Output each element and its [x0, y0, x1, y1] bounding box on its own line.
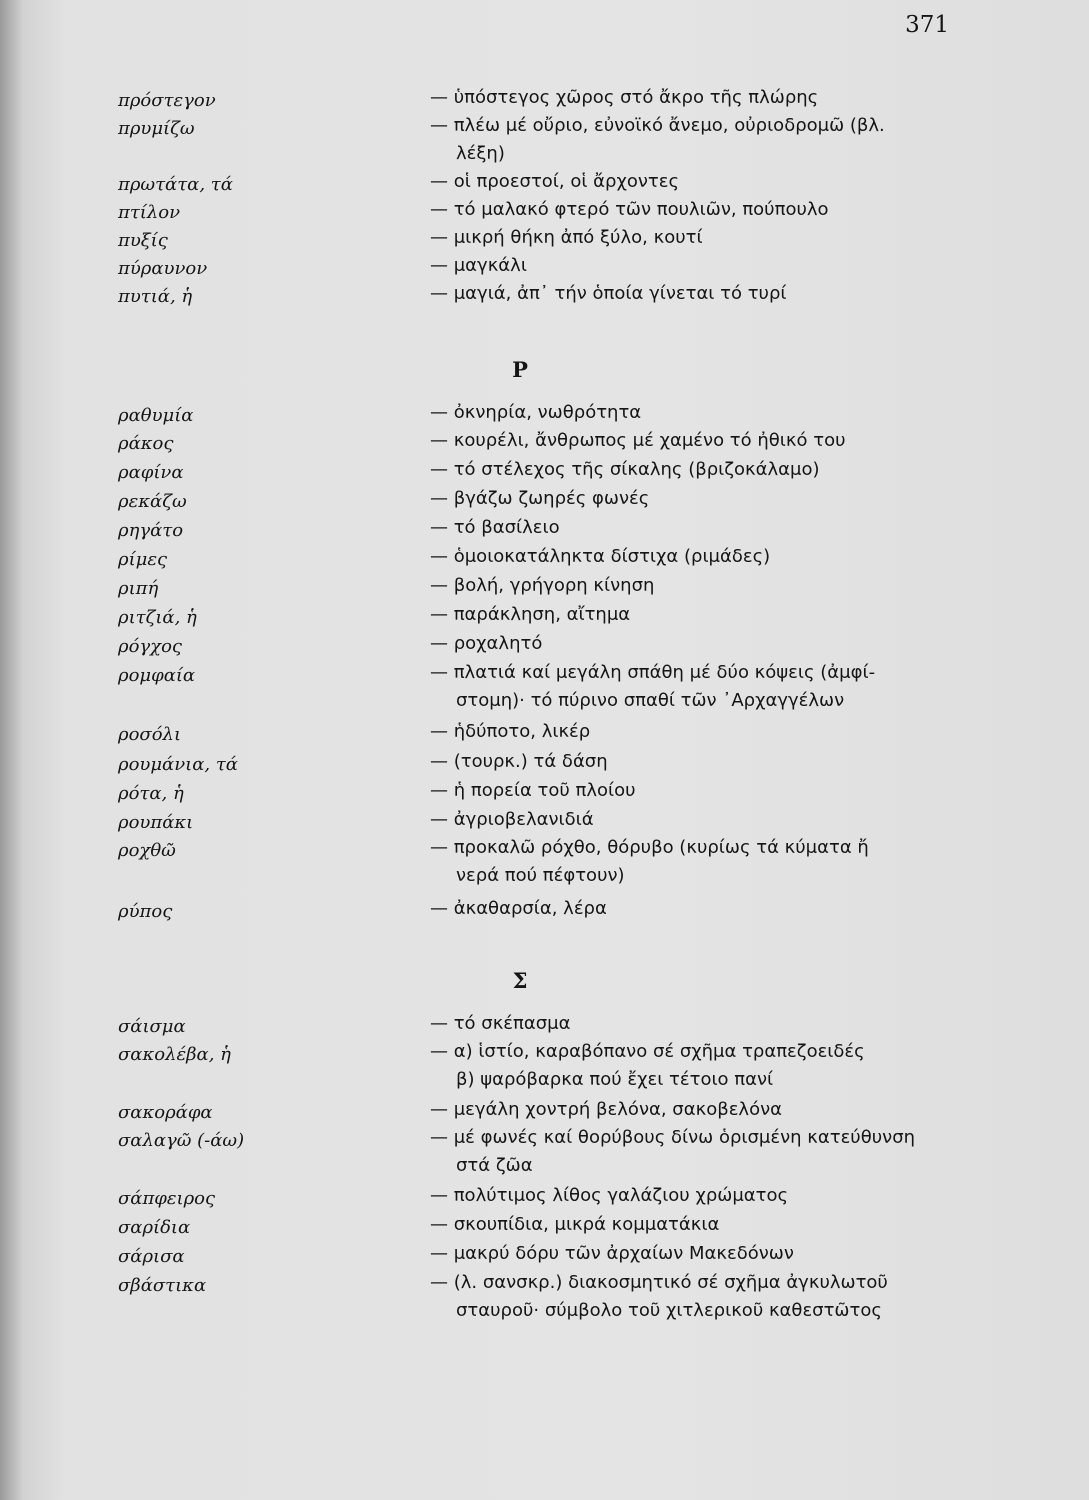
entry-definition [430, 456, 978, 484]
definition-line: νερά πού πέφτουν) [456, 865, 625, 886]
entry-term: ριτζιά, ἡ [118, 607, 197, 628]
definition-line: — βολή, γρήγορη κίνηση [430, 575, 655, 596]
entry-definition [430, 806, 978, 834]
entry-definition [430, 1211, 978, 1239]
entry-definition [430, 630, 978, 658]
entry-term: ραθυμία [118, 405, 194, 426]
entry-term: πρυμίζω [118, 118, 195, 139]
definition-line: — τό στέλεχος τῆς σίκαλης (βριζοκάλαμο) [430, 459, 820, 480]
definition-line: — σκουπίδια, μικρά κομματάκια [430, 1214, 720, 1235]
definition-line: — ἡδύποτο, λικέρ [430, 721, 591, 742]
definition-line: — ἀκαθαρσία, λέρα [430, 898, 607, 919]
entry-definition [430, 1269, 978, 1325]
definition-line: σταυροῦ· σύμβολο τοῦ χιτλερικοῦ καθεστῶτος [456, 1300, 882, 1321]
page-number: 371 [905, 12, 949, 38]
definition-line: λέξη) [456, 143, 505, 164]
entry-definition [430, 718, 978, 746]
definition-line: — μικρή θήκη ἀπό ξύλο, κουτί [430, 227, 703, 248]
entry-definition [430, 280, 978, 308]
entry-term: σακοράφα [118, 1102, 213, 1123]
definition-line: — ὀκνηρία, νωθρότητα [430, 402, 642, 423]
entry-definition [430, 224, 978, 252]
definition-line: — ἡ πορεία τοῦ πλοίου [430, 780, 636, 801]
entry-definition [430, 427, 978, 455]
entry-definition [430, 834, 978, 890]
entry-definition [430, 1096, 978, 1124]
entry-term: πρόστεγον [118, 90, 216, 111]
entry-term: σβάστικα [118, 1275, 207, 1296]
entry-definition [430, 543, 978, 571]
entry-term: ρύπος [118, 901, 173, 922]
definition-line: — πλέω μέ οὔριο, εὐνοϊκό ἄνεμο, οὐριοδρομῶ (βλ. [430, 115, 885, 136]
definition-line: — μεγάλη χοντρή βελόνα, σακοβελόνα [430, 1099, 783, 1120]
page-binding-edge [0, 0, 22, 1500]
entry-term: σακολέβα, ἡ [118, 1044, 231, 1065]
definition-line: — μακρύ δόρυ τῶν ἀρχαίων Μακεδόνων [430, 1243, 794, 1264]
entry-term: σαρίδια [118, 1217, 191, 1238]
entry-term: ροχθῶ [118, 840, 176, 861]
entry-definition [430, 1240, 978, 1268]
entry-term: ρίμες [118, 549, 168, 570]
entry-term: ριπή [118, 578, 159, 599]
entry-definition [430, 777, 978, 805]
entry-definition [430, 196, 978, 224]
entry-definition [430, 399, 978, 427]
entry-term: σάπφειρος [118, 1188, 216, 1209]
entry-definition [430, 168, 978, 196]
definition-line: — προκαλῶ ρόχθο, θόρυβο (κυρίως τά κύματα ἤ [430, 837, 869, 858]
definition-line: — τό σκέπασμα [430, 1013, 571, 1034]
entry-term: ροσόλι [118, 724, 182, 745]
entry-term: ρόγχος [118, 636, 183, 657]
entry-definition [430, 895, 978, 923]
definition-line: — κουρέλι, ἄνθρωπος μέ χαμένο τό ἠθικό του [430, 430, 846, 451]
definition-line: — πλατιά καί μεγάλη σπάθη μέ δύο κόψεις (ἀμφί- [430, 662, 876, 683]
entry-term: σάρισα [118, 1246, 185, 1267]
definition-line: — μαγιά, ἀπ᾿ τήν ὁποία γίνεται τό τυρί [430, 283, 787, 304]
definition-line: β) ψαρόβαρκα πού ἔχει τέτοιο πανί [456, 1069, 774, 1090]
entry-term: ρουμάνια, τά [118, 754, 238, 775]
definition-line: — μαγκάλι [430, 255, 527, 276]
entry-definition [430, 252, 978, 280]
entry-term: ράκος [118, 433, 174, 454]
definition-line: — (τουρκ.) τά δάση [430, 751, 608, 772]
definition-line: — βγάζω ζωηρές φωνές [430, 488, 650, 509]
entry-term: ρομφαία [118, 665, 196, 686]
definition-line: — μέ φωνές καί θορύβους δίνω ὁρισμένη κατεύθυνση [430, 1127, 916, 1148]
entry-definition [430, 1182, 978, 1210]
entry-term: πυτιά, ἡ [118, 286, 193, 307]
entry-term: ρουπάκι [118, 812, 194, 833]
entry-definition [430, 84, 978, 112]
definition-line: — τό μαλακό φτερό τῶν πουλιῶν, πούπουλο [430, 199, 829, 220]
entry-term: ρότα, ἡ [118, 783, 184, 804]
entry-definition [430, 601, 978, 629]
entry-term: ρεκάζω [118, 491, 187, 512]
definition-line: — ὑπόστεγος χῶρος στό ἄκρο τῆς πλώρης [430, 87, 819, 108]
definition-line: στά ζῶα [456, 1155, 533, 1176]
definition-line: — τό βασίλειο [430, 517, 560, 538]
entry-term: σαλαγῶ (-άω) [118, 1130, 245, 1151]
entry-term: ραφίνα [118, 462, 184, 483]
entry-term: πτίλον [118, 202, 181, 223]
entry-definition [430, 659, 978, 715]
definition-line: — ροχαλητό [430, 633, 543, 654]
section-letter: Σ [512, 968, 528, 993]
definition-line: — οἱ προεστοί, οἱ ἄρχοντες [430, 171, 680, 192]
entry-definition [430, 1038, 978, 1094]
entry-definition [430, 514, 978, 542]
definition-line: — ἀγριοβελανιδιά [430, 809, 594, 830]
definition-line: — ὁμοιοκατάληκτα δίστιχα (ριμάδες) [430, 546, 771, 567]
entry-definition [430, 748, 978, 776]
entry-term: πρωτάτα, τά [118, 174, 233, 195]
entry-definition [430, 112, 978, 168]
definition-line: — (λ. σανσκρ.) διακοσμητικό σέ σχῆμα ἀγκυλωτοῦ [430, 1272, 888, 1293]
section-letter: Ρ [512, 357, 528, 382]
entry-term: πυξίς [118, 230, 168, 251]
definition-line: — παράκληση, αἴτημα [430, 604, 631, 625]
entry-term: ρηγάτο [118, 520, 184, 541]
definition-line: στομη)· τό πύρινο σπαθί τῶν ᾿Αρχαγγέλων [456, 690, 845, 711]
entry-definition [430, 1124, 978, 1180]
definition-line: — πολύτιμος λίθος γαλάζιου χρώματος [430, 1185, 789, 1206]
entry-term: πύραυνον [118, 258, 208, 279]
entry-definition [430, 572, 978, 600]
entry-definition [430, 485, 978, 513]
entry-definition [430, 1010, 978, 1038]
definition-line: — α) ἱστίο, καραβόπανο σέ σχῆμα τραπεζοειδές [430, 1041, 865, 1062]
entry-term: σάισμα [118, 1016, 186, 1037]
